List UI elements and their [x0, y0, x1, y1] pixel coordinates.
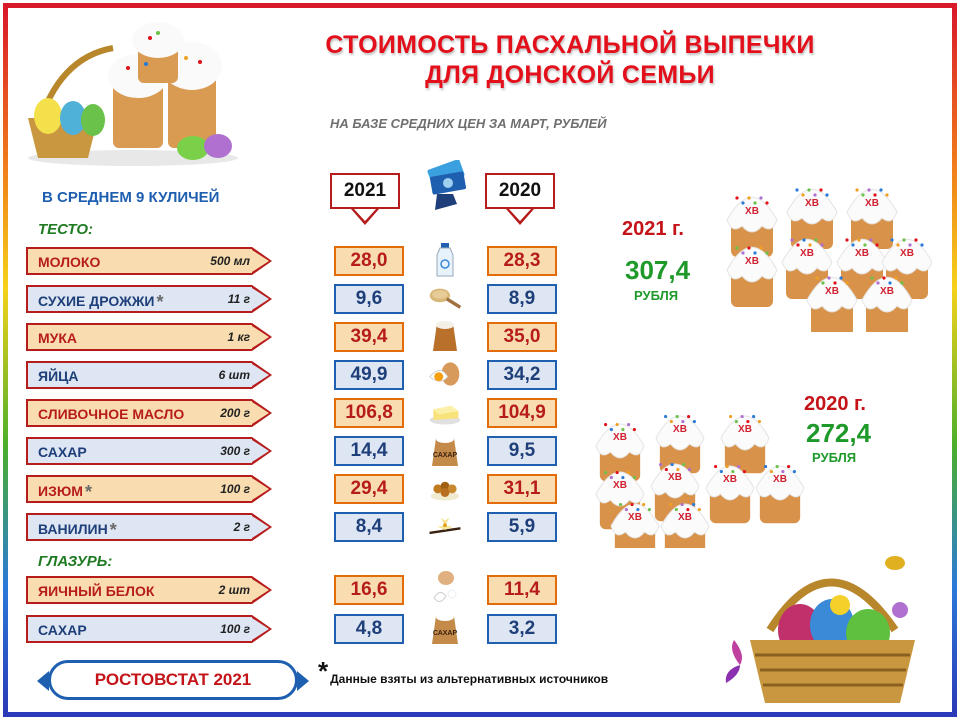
footnote — [318, 656, 608, 687]
kulich-cake — [756, 465, 804, 523]
ingredient-name — [38, 292, 163, 313]
page-title — [270, 30, 870, 90]
cracked-egg-icon — [428, 572, 462, 606]
ingredient-quantity: 2 шт — [218, 583, 250, 597]
title-line-1: СТОИМОСТЬ ПАСХАЛЬНОЙ ВЫПЕЧКИ — [325, 31, 815, 59]
total-2020-unit: РУБЛЯ — [812, 450, 857, 465]
value-2020: 35,0 — [487, 322, 557, 352]
ingredient-quantity: 2 г — [233, 520, 250, 534]
svg-text:ХВ: ХВ — [668, 472, 682, 483]
svg-text:ХВ: ХВ — [723, 474, 737, 485]
svg-text:ХВ: ХВ — [880, 286, 894, 297]
cakes-2021-image — [712, 172, 932, 332]
ingredient-row — [26, 615, 252, 643]
total-2021-value: 307,4 — [625, 255, 691, 285]
year-arrow-2020 — [506, 209, 534, 225]
source-badge: РОСТОВСТАТ 2021 — [48, 660, 298, 700]
ingredient-name-text: СЛИВОЧНОЕ МАСЛО — [38, 406, 185, 422]
average-label: В СРЕДНЕМ 9 КУЛИЧЕЙ — [42, 189, 220, 206]
value-2021: 14,4 — [334, 436, 404, 466]
ingredient-name — [38, 520, 117, 541]
svg-text:ХВ: ХВ — [805, 198, 819, 209]
raisins-bowl-icon — [428, 471, 462, 505]
ingredient-quantity: 100 г — [220, 482, 250, 496]
value-2021: 4,8 — [334, 614, 404, 644]
easter-cakes-image — [18, 18, 248, 168]
asterisk-mark: * — [156, 292, 164, 312]
footnote-star: * — [318, 656, 329, 686]
ingredient-name — [38, 622, 87, 638]
ingredient-quantity: 11 г — [227, 292, 250, 306]
svg-text:ХВ: ХВ — [745, 256, 759, 267]
svg-text:ХВ: ХВ — [673, 424, 687, 435]
total-2020-year: 2020 г. — [804, 393, 866, 415]
ingredient-quantity: 100 г — [220, 622, 250, 636]
ingredient-row — [26, 399, 252, 427]
title-line-2: ДЛЯ ДОНСКОЙ СЕМЬИ — [425, 61, 715, 89]
ingredient-name-text: ЯЙЦА — [38, 368, 79, 384]
kulich-cake — [706, 465, 754, 523]
butter-icon — [428, 395, 462, 429]
total-2021-year: 2021 г. — [622, 218, 684, 240]
sugar-sack-icon — [428, 433, 462, 467]
value-2020: 104,9 — [487, 398, 557, 428]
svg-text:ХВ: ХВ — [900, 248, 914, 259]
value-2020: 5,9 — [487, 512, 557, 542]
svg-text:ХВ: ХВ — [855, 248, 869, 259]
value-2020: 8,9 — [487, 284, 557, 314]
footnote-text: Данные взяты из альтернативных источников — [330, 672, 609, 686]
svg-text:ХВ: ХВ — [825, 286, 839, 297]
svg-text:ХВ: ХВ — [800, 248, 814, 259]
ingredient-name — [38, 583, 154, 599]
value-2020: 11,4 — [487, 575, 557, 605]
value-2020: 31,1 — [487, 474, 557, 504]
eggs-icon — [428, 357, 462, 391]
year-arrow-2021 — [351, 209, 379, 225]
svg-text:ХВ: ХВ — [678, 512, 692, 523]
ingredient-name — [38, 368, 78, 384]
ingredient-quantity: 500 мл — [210, 254, 250, 268]
value-2021: 28,0 — [334, 246, 404, 276]
sugar-sack-icon — [428, 611, 462, 645]
year-header-2020: 2020 — [485, 173, 555, 209]
ingredient-quantity: 200 г — [220, 406, 250, 420]
ingredient-row — [26, 247, 252, 275]
total-2020-value: 272,4 — [806, 418, 872, 448]
ingredient-quantity: 300 г — [220, 444, 250, 458]
ingredient-name-text: ВАНИЛИН — [38, 521, 108, 537]
ingredient-quantity: 1 кг — [227, 330, 250, 344]
value-2021: 16,6 — [334, 575, 404, 605]
flour-sack-icon — [428, 319, 462, 353]
cakes-2020-image — [585, 398, 805, 548]
ingredient-quantity: 6 шт — [218, 368, 250, 382]
ingredient-name-text: МОЛОКО — [38, 254, 101, 270]
value-2021: 106,8 — [334, 398, 404, 428]
kulich-cake — [721, 415, 769, 473]
year-header-2021: 2021 — [330, 173, 400, 209]
value-2021: 49,9 — [334, 360, 404, 390]
section-dough: ТЕСТО: — [38, 221, 94, 238]
ingredient-name-text: СУХИЕ ДРОЖЖИ — [38, 293, 155, 309]
ingredient-name-text: МУКА — [38, 330, 78, 346]
ingredient-name — [38, 406, 184, 422]
value-2021: 39,4 — [334, 322, 404, 352]
money-icon — [423, 160, 471, 216]
ingredient-name — [38, 444, 87, 460]
ingredient-name-text: ЯИЧНЫЙ БЕЛОК — [38, 583, 155, 599]
value-2020: 9,5 — [487, 436, 557, 466]
value-2021: 9,6 — [334, 284, 404, 314]
svg-text:ХВ: ХВ — [613, 432, 627, 443]
asterisk-mark: * — [109, 520, 117, 540]
svg-text:ХВ: ХВ — [613, 480, 627, 491]
section-glaze: ГЛАЗУРЬ: — [38, 553, 113, 570]
value-2020: 3,2 — [487, 614, 557, 644]
ingredient-row — [26, 361, 252, 389]
value-2021: 29,4 — [334, 474, 404, 504]
value-2020: 28,3 — [487, 246, 557, 276]
asterisk-mark: * — [84, 482, 92, 502]
ingredient-row — [26, 513, 252, 541]
easter-basket-image — [720, 545, 942, 710]
svg-text:ХВ: ХВ — [745, 206, 759, 217]
ingredient-name — [38, 330, 77, 346]
svg-text:САХАР: САХАР — [432, 452, 458, 459]
ingredient-name — [38, 482, 92, 503]
svg-text:ХВ: ХВ — [738, 424, 752, 435]
ingredient-row — [26, 285, 252, 313]
svg-text:ХВ: ХВ — [773, 474, 787, 485]
ingredient-name-text: ИЗЮМ — [38, 483, 83, 499]
total-2021-unit: РУБЛЯ — [634, 288, 679, 303]
ingredient-row — [26, 576, 252, 604]
vanilla-flower-icon — [428, 509, 462, 543]
ingredient-row — [26, 323, 252, 351]
milk-bottle-icon — [428, 243, 462, 277]
ingredient-name-text: САХАР — [38, 444, 87, 460]
svg-text:САХАР: САХАР — [432, 630, 458, 637]
ingredient-row — [26, 437, 252, 465]
ingredient-name-text: САХАР — [38, 622, 87, 638]
subtitle: НА БАЗЕ СРЕДНИХ ЦЕН ЗА МАРТ, РУБЛЕЙ — [330, 116, 607, 131]
ingredient-name — [38, 254, 100, 270]
svg-text:ХВ: ХВ — [865, 198, 879, 209]
value-2020: 34,2 — [487, 360, 557, 390]
ingredient-row — [26, 475, 252, 503]
svg-text:ХВ: ХВ — [628, 512, 642, 523]
yeast-spoon-icon — [428, 281, 462, 315]
value-2021: 8,4 — [334, 512, 404, 542]
